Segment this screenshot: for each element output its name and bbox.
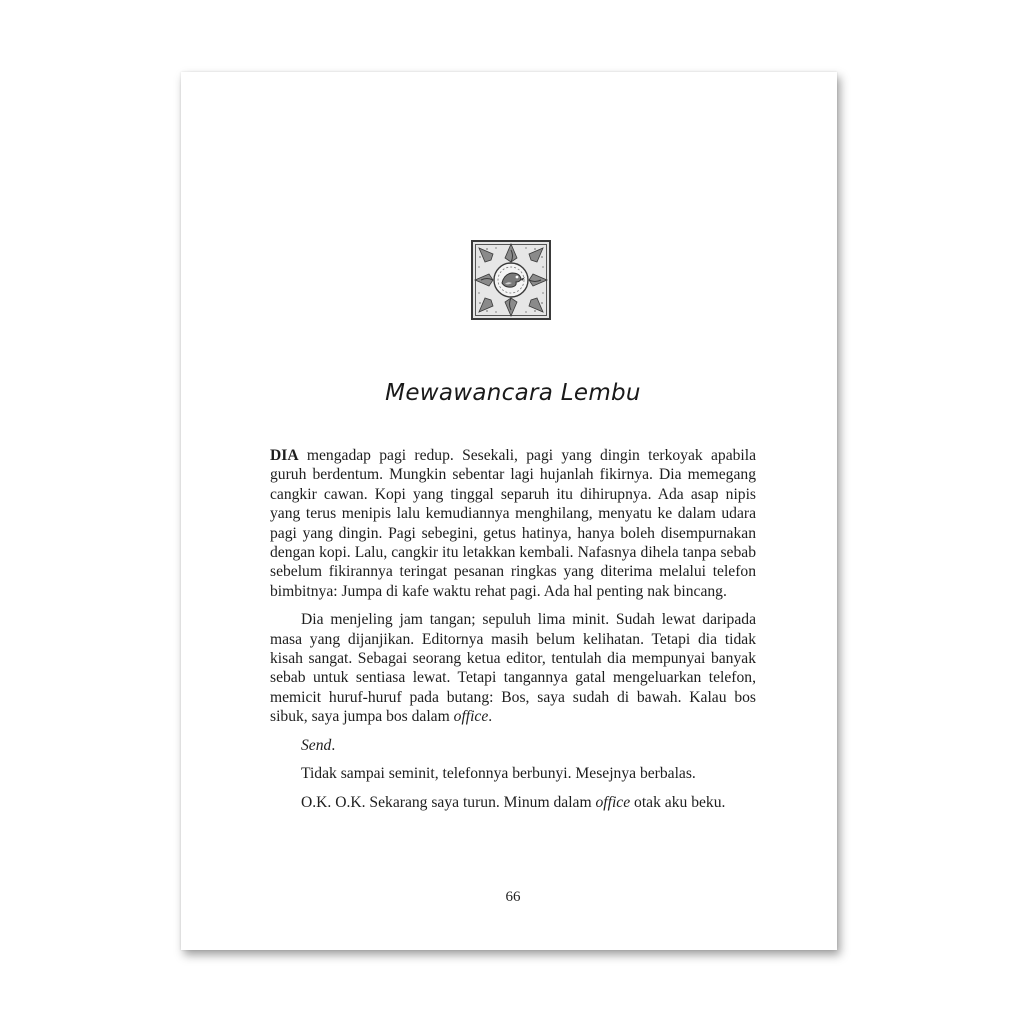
paragraph-2-italic: office (453, 708, 489, 726)
lead-word: DIA (270, 447, 299, 464)
batik-floral-ornament-icon (471, 240, 551, 320)
page-number: 66 (505, 889, 521, 905)
paragraph-3-italic: Send (301, 736, 332, 754)
paragraph-5-text: O.K. O.K. Sekarang saya turun. Minum dalam (301, 793, 596, 811)
paragraph-5-tail: otak aku beku. (630, 793, 726, 811)
chapter-title: Mewawancara Lembu (385, 380, 641, 406)
paragraph-5-italic: office (595, 793, 631, 811)
paragraph-4 (270, 764, 756, 783)
paragraph-5 (270, 793, 756, 812)
paragraph-2-text: Dia menjeling jam tangan; sepuluh lima minit. Sudah lewat daripada masa yang dijanjikan. Editornya masih belum kelihatan. Tetapi dia tidak kisah sangat. Sebagai seorang ketua editor, tentulah dia mempunyai banyak sebab untuk sentiasa lewat. Tetapi tangannya gatal mengeluarkan telefon, memicit huruf-huruf pada butang: Bos, saya sudah di bawah. Kalau bos sibuk, saya jumpa bos dalam (270, 611, 756, 726)
paragraph-3 (270, 736, 756, 755)
paragraph-2-tail: . (488, 708, 493, 726)
paragraph-1-text: mengadap pagi redup. Sesekali, pagi yang dingin terkoyak apabila guruh berdentum. Mungkin sebentar lagi hujanlah fikirnya. Dia memegang cangkir cawan. Kopi yang tinggal separuh itu dihirupnya. Ada asap nipis yang terus menipis lalu kemudiannya menghilang, menyatu ke dalam udara pagi yang dingin. Pagi sebegini, getus hatinya, hanya boleh disempurnakan dengan kopi. Lalu, cangkir itu letakkan kembali. Nafasnya dihela tanpa sebab sebelum fikirannya teringat pesanan ringkas yang diterima melalui telefon bimbitnya: Jumpa di kafe waktu rehat pagi. Ada hal penting nak bincang. (270, 447, 756, 600)
paragraph-2 (270, 610, 756, 726)
paragraph-1 (270, 446, 756, 601)
body-text (270, 446, 756, 821)
paragraph-3-tail: . (331, 736, 336, 754)
paragraph-4-text: Tidak sampai seminit, telefonnya berbunyi. Mesejnya berbalas. (301, 765, 696, 783)
